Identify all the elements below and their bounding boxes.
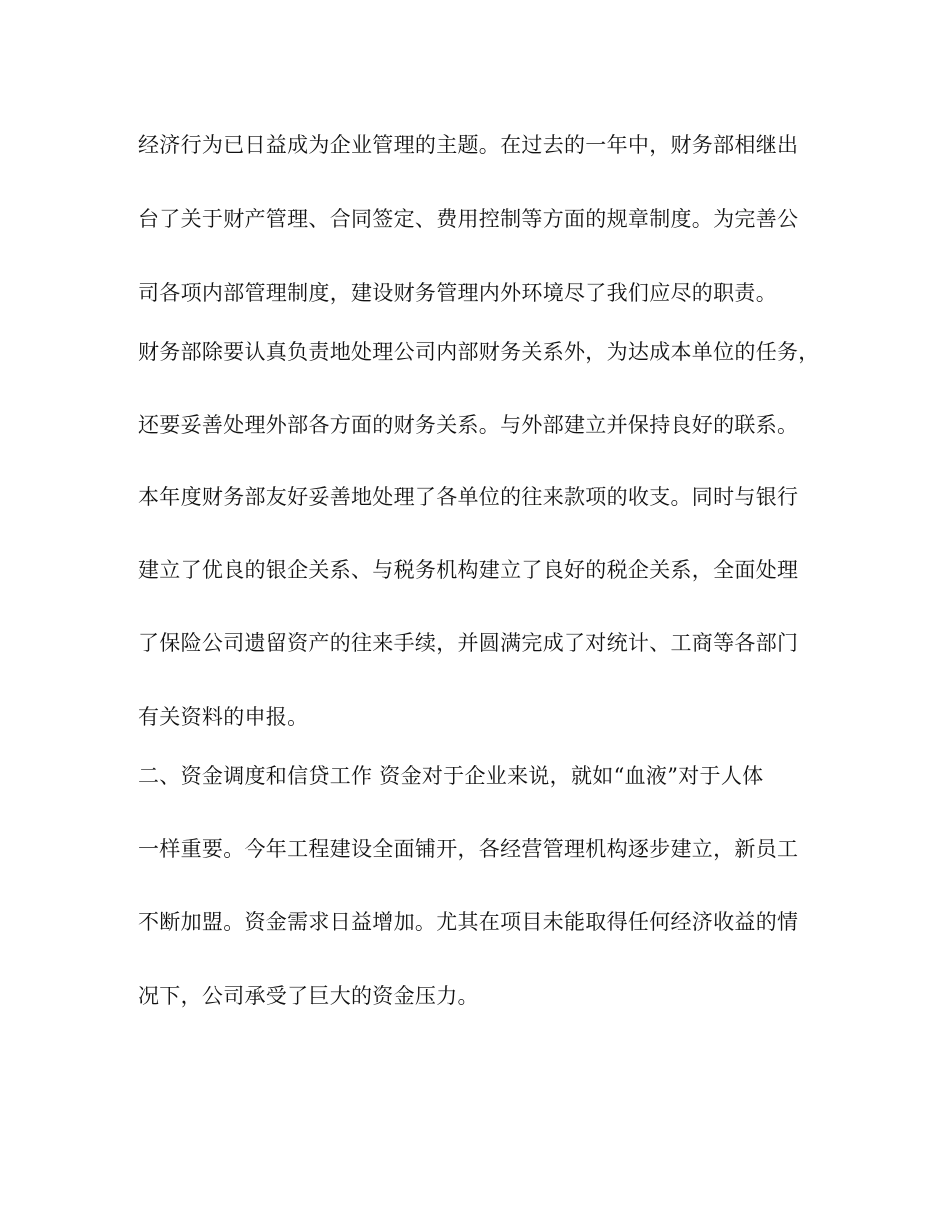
text-line: 不断加盟。资金需求日益增加。尤其在项目未能取得任何经济收益的情 [138,910,799,934]
text-line: 有关资料的申报。 [138,705,309,729]
text-line: 况下，公司承受了巨大的资金压力。 [138,984,479,1008]
text-line: 经济行为已日益成为企业管理的主题。在过去的一年中，财务部相继出 [138,133,799,157]
text-line: 了保险公司遗留资产的往来手续，并圆满完成了对统计、工商等各部门 [138,631,799,655]
text-line: 一样重要。今年工程建设全面铺开，各经营管理机构逐步建立，新员工 [138,837,799,861]
text-line: 财务部除要认真负责地处理公司内部财务关系外，为达成本单位的任务， [138,340,820,364]
text-line: 还要妥善处理外部各方面的财务关系。与外部建立并保持良好的联系。 [138,413,799,437]
text-line: 本年度财务部友好妥善地处理了各单位的往来款项的收支。同时与银行 [138,485,799,509]
text-line: 司各项内部管理制度，建设财务管理内外环境尽了我们应尽的职责。 [138,281,777,305]
text-line: 台了关于财产管理、合同签定、费用控制等方面的规章制度。为完善公 [138,207,799,231]
text-line: 建立了优良的银企关系、与税务机构建立了良好的税企关系，全面处理 [138,558,799,582]
text-line: 二、资金调度和信贷工作 资金对于企业来说，就如“血液”对于人体 [138,764,764,788]
